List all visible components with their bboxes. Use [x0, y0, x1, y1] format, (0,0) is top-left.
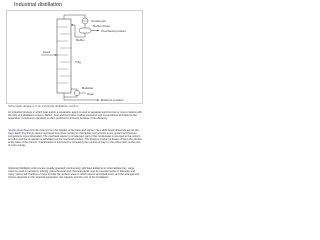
distillation-diagram: [6, 10, 143, 104]
label-feed: Feed: [43, 50, 51, 54]
reboiler-symbol: [74, 90, 79, 95]
bottoms-product-line: [64, 97, 99, 100]
label-heat: Heat: [87, 92, 94, 96]
overhead-vapour-line: [64, 15, 85, 19]
label-reflux: Reflux: [76, 38, 85, 42]
diagram-caption: Schematic diagram of an industrial distillation column: [8, 104, 79, 108]
paragraph-text: An industrial process in which heat and/or a separation agent is used to separate feed into two or more products with the help of a distillation column. Reflux, heat and feed rates, boiling pressures and compositions all influence the separation. Continuous operation is often preferred in industry because of its efficiency.: [8, 111, 142, 121]
label-condenser: Condenser: [91, 19, 107, 23]
label-reflux-drum: Reflux Drum: [93, 24, 111, 28]
paragraph: [8, 129, 142, 165]
label-tray: Tray: [75, 60, 82, 64]
reflux-drum-symbol: [79, 28, 91, 33]
paragraph-text: Heat flows into the column from the reboiler at the base and vapour rises while liquid descends across the trays. Each tray brings vapour and liquid into close contact so that lighter components move upward and heavier components move downward. The overhead vapour is condensed; part of the condensate is returned to the column as reflux and the remainder is withdrawn as the overhead product. The bottoms product is drawn off from the reboiler at the base of the column. Fractionation is improved by increasing the number of trays or the reflux ratio, at the cost of more energy.: [8, 129, 142, 148]
column-body: [57, 19, 71, 93]
inline-link[interactable]: reboiler: [8, 129, 17, 132]
label-reboiler: Reboiler: [82, 86, 94, 90]
label-overhead-product: Overhead product: [101, 29, 126, 33]
article-heading: Industrial distillation: [14, 2, 62, 8]
paragraph: [8, 167, 142, 195]
label-bottoms-product: Bottoms product: [101, 98, 124, 102]
paragraph: [8, 111, 142, 127]
paragraph-text: Industrial distillation columns are usually operated continuously, with feed added at an intermediate tray. Large columns used in petroleum refining, petrochemical and chemical plants may be several metres in diameter and many metres tall. Packing or trays provide the surface area on which vapour and liquid meet, and the arrangement chosen depends on the required separation, the capacity and the cost of the installation.: [8, 167, 140, 180]
